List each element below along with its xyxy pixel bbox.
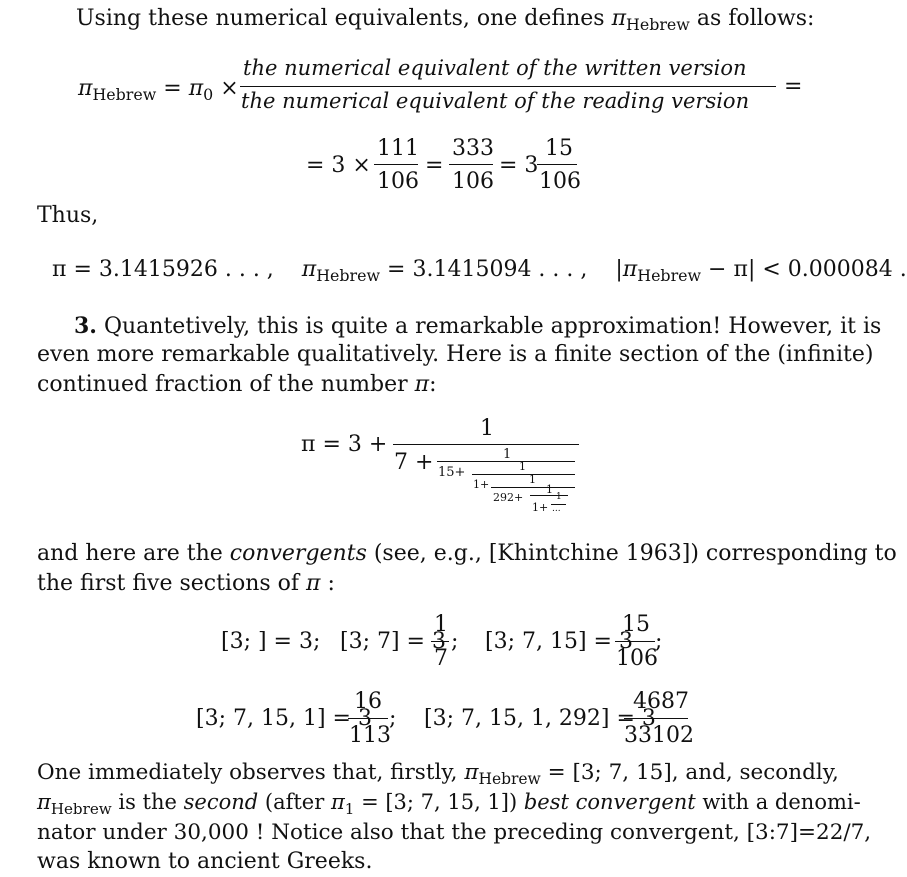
pi-symbol: π (306, 571, 321, 596)
cf-bar3 (472, 474, 575, 475)
para5-line3: nator under 30,000 ! Notice also that the preceding convergent, [3:7]=22/7, (37, 820, 872, 845)
conv-c4: [3; 7, 15, 1] = 3 (196, 706, 372, 731)
para4-text1b: (see, e.g., [Khintchine 1963]) corresponding to (366, 541, 897, 566)
para3-line1 (74, 315, 881, 338)
conv-c2: [3; 7] = 3 (340, 629, 446, 654)
pi-symbol: π (414, 372, 430, 397)
pi-symbol: π (622, 257, 638, 282)
para5-text2b: (after (258, 790, 331, 814)
conv-c3-num: 15 (622, 612, 650, 637)
para5-text2d: with a denomi- (695, 790, 861, 814)
cf-n2: 1 (503, 447, 512, 462)
para4-text2: the first five sections of (37, 571, 307, 596)
eq2-prefix: = 3 × (306, 153, 371, 178)
eq2-frac3-den: 106 (539, 169, 581, 194)
hebrew-subscript: Hebrew (626, 15, 690, 35)
colon: : (320, 571, 335, 596)
eq2-equals-a: = (425, 153, 444, 178)
conv-c2-den: 7 (434, 646, 448, 671)
pi-hebrew-value: = 3.1415094 . . . , (380, 257, 588, 282)
eq1-denominator: the numerical equivalent of the reading version (241, 89, 750, 113)
para3-text1: Quantetively, this is quite a remarkable approximation! However, it is (96, 314, 882, 339)
cf-n5: 1 (546, 483, 553, 496)
para3-text3: continued fraction of the number (37, 372, 415, 397)
conv-c5-den: 33102 (624, 723, 694, 748)
conv-c2-semicolon: ; (451, 629, 459, 654)
conv-c4-bar (348, 718, 388, 719)
error-bound: < 0.000084 . (755, 257, 907, 282)
conv-c5: [3; 7, 15, 1, 292] = 3 (424, 706, 656, 731)
hebrew-subscript: Hebrew (478, 769, 541, 788)
intro-text: Using these numerical equivalents, one defines (76, 6, 612, 31)
pi-symbol: π (330, 790, 345, 814)
cf-d5: 1+ (532, 501, 549, 514)
cf-n6: 1 (556, 492, 562, 502)
equals-sign: = (163, 76, 182, 101)
para5-line1 (37, 762, 839, 787)
conv-c5-bar (624, 718, 688, 719)
conv-c3-bar (615, 641, 655, 642)
conv-c2-bar (431, 641, 449, 642)
para5-text2a: is the (111, 790, 184, 814)
cf-d3: 1+ (473, 478, 490, 491)
para5-text2c: = [3; 7, 15, 1]) (354, 790, 524, 814)
second-term: second (183, 790, 259, 814)
eq2-frac3-bar (537, 164, 577, 165)
para5-line2 (37, 792, 861, 817)
colon: : (429, 372, 437, 397)
pi-symbol: π (37, 790, 51, 814)
conv-c1: [3; ] = 3; (221, 629, 321, 654)
abs-bar: | (747, 257, 756, 282)
eq1-fraction-bar (240, 86, 776, 87)
eq2-frac2-num: 333 (452, 136, 494, 161)
eq2-frac1-bar (374, 164, 418, 165)
hebrew-subscript: Hebrew (316, 266, 381, 286)
eq2-frac1-num: 111 (377, 136, 419, 161)
hebrew-subscript: Hebrew (637, 266, 702, 286)
cf-d1: 7 + (394, 450, 434, 475)
cf-bar1 (393, 444, 579, 445)
para5-text1: One immediately observes that, firstly, (37, 760, 465, 785)
para5-text1b: = [3; 7, 15], and, secondly, (540, 760, 839, 785)
para4-line2 (37, 573, 335, 595)
conv-c3-semicolon: ; (655, 629, 663, 654)
cf-d4: 292+ (493, 491, 524, 504)
intro-line (76, 8, 814, 33)
conv-c2-num: 1 (434, 612, 448, 637)
abs-difference: − π (701, 257, 748, 282)
cf-d6: ... (552, 504, 561, 514)
pi-symbol: π (301, 257, 317, 282)
cf-bar5 (530, 495, 568, 496)
cf-lhs: π = 3 + (301, 432, 388, 457)
pi-value: π = 3.1415926 . . . , (52, 257, 274, 282)
one-subscript: 1 (344, 799, 355, 818)
section-number: 3. (74, 313, 97, 339)
cf-d2: 15+ (438, 465, 466, 480)
para4-line1 (37, 543, 897, 565)
conv-c3: [3; 7, 15] = 3 (485, 629, 633, 654)
eq2-frac1-den: 106 (377, 169, 419, 194)
best-convergent-term: best convergent (523, 790, 696, 814)
pi-symbol: π (611, 6, 627, 31)
eq1-lhs (78, 78, 239, 103)
conv-c4-num: 16 (354, 689, 382, 714)
pi-symbol: π (78, 76, 93, 101)
cf-n3: 1 (519, 460, 526, 473)
conv-c4-semicolon: ; (389, 706, 397, 731)
eq2-frac2-bar (449, 164, 493, 165)
eq1-numerator: the numerical equivalent of the written version (243, 56, 747, 80)
pi-symbol: π (464, 760, 479, 785)
cf-n1: 1 (480, 416, 494, 441)
pi-symbol: π (188, 76, 204, 101)
para3-line2: even more remarkable qualitatively. Here is a finite section of the (infinite) (37, 342, 874, 367)
values-line (52, 259, 907, 284)
eq2-equals-b: = 3 (499, 153, 539, 178)
times-sign: × (220, 76, 239, 101)
eq1-trailing-equals: = (784, 74, 803, 99)
conv-c4-den: 113 (349, 723, 391, 748)
cf-bar2 (437, 461, 575, 462)
eq2-frac2-den: 106 (452, 169, 494, 194)
thus-text: Thus, (37, 203, 99, 228)
para4-text1: and here are the (37, 541, 230, 566)
eq2-frac3-num: 15 (545, 136, 573, 161)
abs-bar: | (615, 257, 623, 282)
convergents-term: convergents (229, 541, 367, 566)
para3-line3 (37, 374, 437, 396)
hebrew-subscript: Hebrew (92, 85, 157, 105)
conv-c5-num: 4687 (633, 689, 689, 714)
intro-tail: as follows: (689, 6, 815, 31)
cf-bar4 (491, 487, 575, 488)
cf-n4: 1 (529, 473, 536, 486)
para5-line4: was known to ancient Greeks. (37, 849, 373, 874)
zero-subscript: 0 (203, 85, 214, 105)
hebrew-subscript: Hebrew (50, 799, 112, 818)
conv-c3-den: 106 (616, 646, 658, 671)
